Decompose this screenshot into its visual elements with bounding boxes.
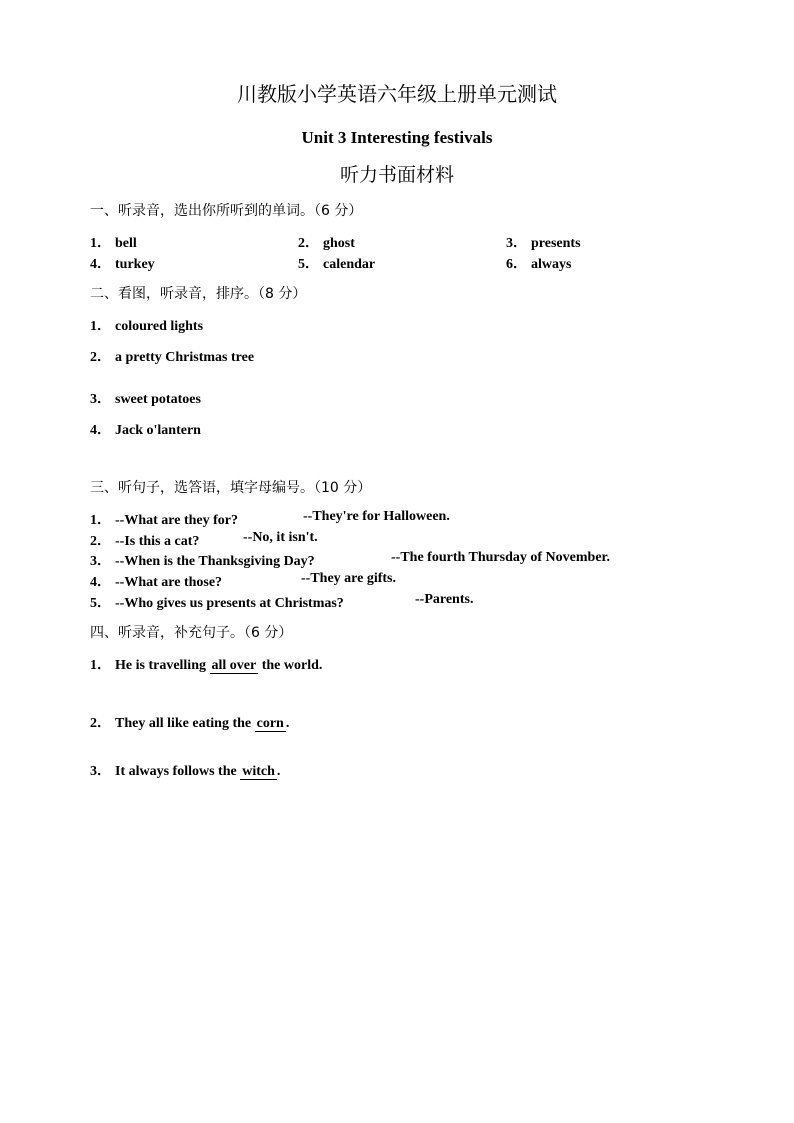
fill-in-answer: witch [242,764,275,779]
section-1-item: 2． ghost [298,236,355,251]
section-4-sentence: 1． He is travelling all over the world. [90,658,323,673]
section-4-sentence: 3． It always follows the witch . [90,764,281,779]
section-3-question: 3． --When is the Thanksgiving Day? [90,554,315,569]
section-3-answer: --Parents. [415,592,474,607]
section-3-answer: --No, it isn't. [243,530,318,545]
section-3-question: 5． --Who gives us presents at Christmas? [90,596,344,611]
section-3-answer: --They are gifts. [301,571,396,586]
section-4-sentence: 2． They all like eating the corn . [90,716,290,731]
section-2-item: 4． Jack o'lantern [90,423,201,438]
document-title: 川教版小学英语六年级上册单元测试 [237,82,557,106]
section-2-item: 2． a pretty Christmas tree [90,350,255,365]
section-4-heading: 四、听录音，补充句子。（6 分） [90,625,293,641]
section-3-question: 4． --What are those? [90,575,223,590]
unit-title: Unit 3 Interesting festivals [301,128,493,147]
section-2-item: 3． sweet potatoes [90,392,201,407]
section-1-heading: 一、听录音，选出你所听到的单词。（6 分） [90,203,363,219]
section-3-answer: --They're for Halloween. [303,509,450,524]
section-1-item: 5． calendar [298,257,376,272]
section-1-item: 3． presents [506,236,581,251]
document-subtitle: 听力书面材料 [339,164,454,186]
section-3-heading: 三、听句子，选答语，填字母编号。（10 分） [90,480,372,496]
section-3-answer: --The fourth Thursday of November. [391,550,610,565]
section-2-item: 1． coloured lights [90,319,204,334]
section-3-question: 1． --What are they for? [90,513,238,528]
section-3-question: 2． --Is this a cat? [90,534,200,549]
fill-in-answer: corn [256,716,284,731]
section-1-item: 1． bell [90,236,137,251]
fill-in-answer: all over [211,658,257,673]
section-1-item: 6． always [506,257,572,272]
section-2-heading: 二、看图，听录音，排序。（8 分） [90,286,307,302]
section-1-item: 4． turkey [90,257,155,272]
